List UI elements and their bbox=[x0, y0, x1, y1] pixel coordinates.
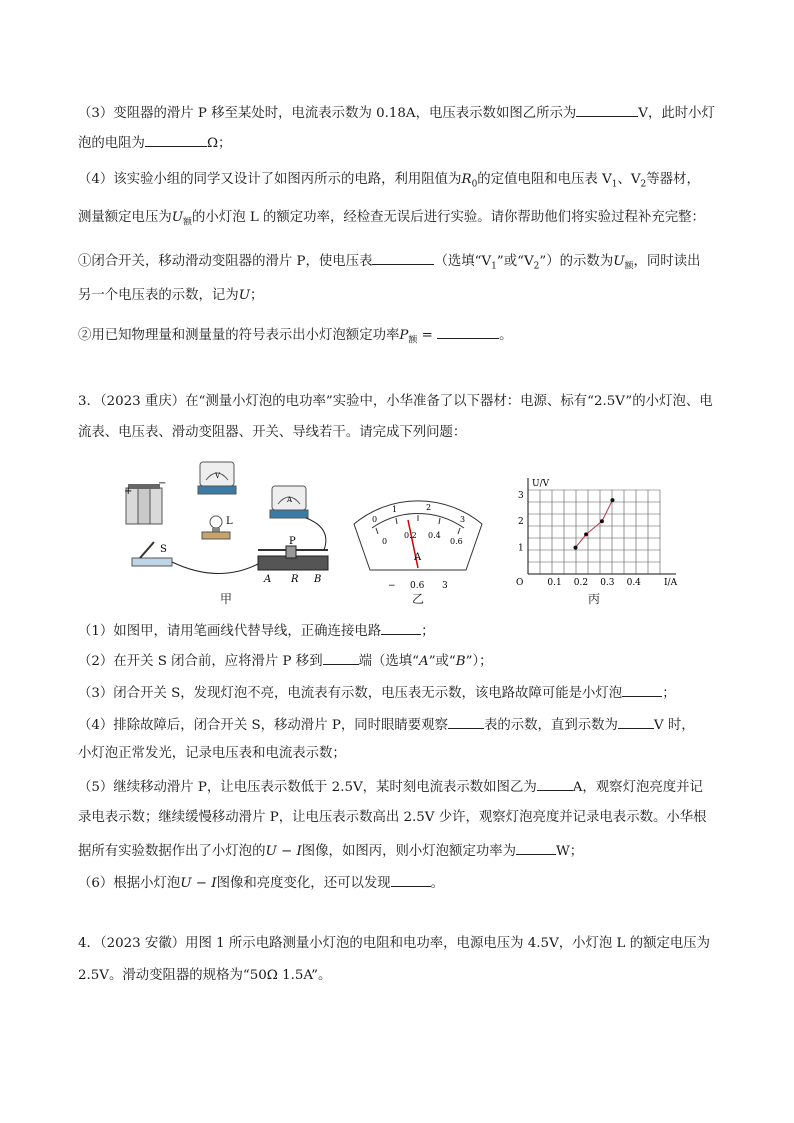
dial-inner-tick: 0.2 bbox=[404, 531, 417, 540]
ammeter-label: A bbox=[287, 496, 293, 504]
answer-blank[interactable] bbox=[381, 620, 421, 635]
q3-part5-line2: 录电表示数；继续缓慢移动滑片 P，让电压表示数高出 2.5V 少许，观察灯泡亮度并记录电表示数。小华根 bbox=[78, 810, 707, 825]
x-tick-label: 0.2 bbox=[573, 578, 589, 588]
answer-blank[interactable] bbox=[516, 840, 556, 855]
rheostat-terminal-b: B bbox=[314, 574, 322, 585]
dial-inner-tick: 0.4 bbox=[428, 531, 441, 540]
answer-blank[interactable] bbox=[323, 650, 359, 665]
figure-jia-apparatus bbox=[118, 458, 348, 588]
answer-blank[interactable] bbox=[145, 132, 207, 147]
connecting-wire bbox=[172, 562, 258, 574]
figure-jia-caption: 甲 bbox=[220, 592, 233, 606]
y-tick-label: 3 bbox=[518, 490, 524, 501]
terminal-minus: − bbox=[388, 581, 396, 591]
q2-part3-line1: （3）变阻器的滑片 P 移至某处时，电流表示数为 0.18A，电压表示数如图乙所示为 V，此时小灯 bbox=[78, 102, 715, 124]
data-point bbox=[574, 546, 578, 550]
q3-part6: （6）根据小灯泡U − I图像和亮度变化，还可以发现 。 bbox=[78, 872, 444, 894]
y-tick-label: 1 bbox=[518, 543, 524, 554]
q3-part5-line3: 据所有实验数据作出了小灯泡的U − I图像，如图丙，则小灯泡额定功率为 W； bbox=[78, 840, 583, 862]
figure-bing-caption: 丙 bbox=[588, 592, 601, 606]
lamp-label: L bbox=[226, 516, 233, 527]
answer-blank[interactable] bbox=[391, 872, 431, 887]
q2-step2: ②用已知物理量和测量量的符号表示出小灯泡额定功率$P_额$ = 。 bbox=[78, 324, 513, 351]
q3-part4-line2: 小灯泡正常发光，记录电压表和电流表示数； bbox=[78, 746, 346, 761]
answer-blank[interactable] bbox=[437, 324, 499, 339]
x-tick-label: 0.1 bbox=[547, 578, 562, 588]
q3-part4-line1: （4）排除故障后，闭合开关 S，移动滑片 P，同时眼睛要观察 表的示数，直到示数为 V 时， bbox=[78, 714, 695, 736]
figure-yi-ammeter-dial bbox=[348, 488, 488, 592]
data-point bbox=[610, 498, 614, 502]
series-line bbox=[576, 500, 613, 548]
q3-part3: （3）闭合开关 S，发现灯泡不亮，电流表有示数，电压表无示数，该电路故障可能是小灯泡 ； bbox=[78, 682, 676, 704]
rheostat-r-label: R bbox=[291, 574, 299, 585]
connecting-wire bbox=[306, 518, 326, 550]
q3-part5-line1: （5）继续移动滑片 P，让电压表示数低于 2.5V，某时刻电流表示数如图乙为 A，观察灯泡亮度并记 bbox=[78, 776, 703, 798]
answer-blank[interactable] bbox=[576, 102, 638, 117]
answer-blank[interactable] bbox=[372, 250, 434, 265]
figure-yi-caption: 乙 bbox=[412, 592, 425, 606]
q2-part3-line2: 泡的电阻为 Ω； bbox=[78, 132, 231, 154]
q3-intro-line2: 流表、电压表、滑动变阻器、开关、导线若干。请完成下列问题： bbox=[78, 425, 467, 440]
figure-bing-ui-graph bbox=[510, 474, 680, 590]
chart-grid bbox=[528, 490, 660, 574]
q4-line1: 4．（2023 安徽）用图 1 所示电路测量小灯泡的电阻和电功率，电源电压为 4.5V，小灯泡 L 的额定电压为 bbox=[78, 936, 711, 951]
dial-outer-tick: 2 bbox=[426, 503, 432, 512]
rheostat-terminal-a: A bbox=[264, 574, 272, 585]
terminal-3: 3 bbox=[442, 581, 448, 591]
x-tick-label: 0.3 bbox=[600, 578, 615, 588]
switch-label: S bbox=[160, 544, 167, 555]
battery-minus-label: − bbox=[158, 478, 167, 489]
dial-inner-tick: 0 bbox=[382, 537, 388, 546]
answer-blank[interactable] bbox=[448, 714, 484, 729]
data-point bbox=[584, 532, 588, 536]
q3-part2: （2）在开关 S 闭合前，应将滑片 P 移到 端（选填“A”或“B”）； bbox=[78, 650, 493, 672]
battery-plus-label: + bbox=[124, 486, 133, 497]
answer-blank[interactable] bbox=[618, 714, 654, 729]
origin-label: O bbox=[516, 578, 524, 588]
dial-outer-tick: 0 bbox=[372, 515, 378, 524]
x-axis-label: I/A bbox=[664, 578, 678, 588]
y-axis-label: U/V bbox=[532, 479, 550, 489]
dial-unit-label: A bbox=[414, 552, 422, 563]
rheostat-icon bbox=[258, 546, 328, 570]
voltmeter-label: V bbox=[215, 472, 221, 480]
q2-step1-line1: ①闭合开关，移动滑动变阻器的滑片 P，使电压表 （选填“$V_1$”或“$V_2$”）的示数为$U_额$，同时读出 bbox=[78, 250, 700, 277]
data-point bbox=[600, 519, 604, 523]
chart-series bbox=[574, 498, 615, 550]
q4-line2: 2.5V。滑动变阻器的规格为“50Ω 1.5A”。 bbox=[78, 968, 332, 983]
q2-step1-line2: 另一个电压表的示数，记为U； bbox=[78, 288, 264, 303]
q3-part1: （1）如图甲，请用笔画线代替导线，正确连接电路 ； bbox=[78, 620, 435, 642]
dial-inner-tick: 0.6 bbox=[450, 537, 463, 546]
answer-blank[interactable] bbox=[622, 682, 662, 697]
q2-part4-line1: （4）该实验小组的同学又设计了如图丙所示的电路，利用阻值为$R_0$的定值电阻和电压表 $V_1$、$V_2$等器材， bbox=[78, 172, 700, 190]
y-tick-label: 2 bbox=[518, 517, 524, 528]
rheostat-slider-label: P bbox=[289, 536, 296, 547]
q2-part4-line2: 测量额定电压为$U_额$的小灯泡 L 的额定功率，经检查无误后进行实验。请你帮助他们将实验过程补充完整： bbox=[78, 210, 705, 228]
dial-outer-tick: 1 bbox=[392, 505, 398, 514]
answer-blank[interactable] bbox=[537, 776, 573, 791]
dial-outer-tick: 3 bbox=[460, 515, 466, 524]
q3-intro-line1: 3．（2023 重庆）在“测量小灯泡的电功率”实验中，小华准备了以下器材：电源、标有“2.5V”的小灯泡、电 bbox=[78, 394, 713, 409]
x-tick-label: 0.4 bbox=[626, 578, 641, 588]
terminal-0-6: 0.6 bbox=[410, 581, 425, 591]
